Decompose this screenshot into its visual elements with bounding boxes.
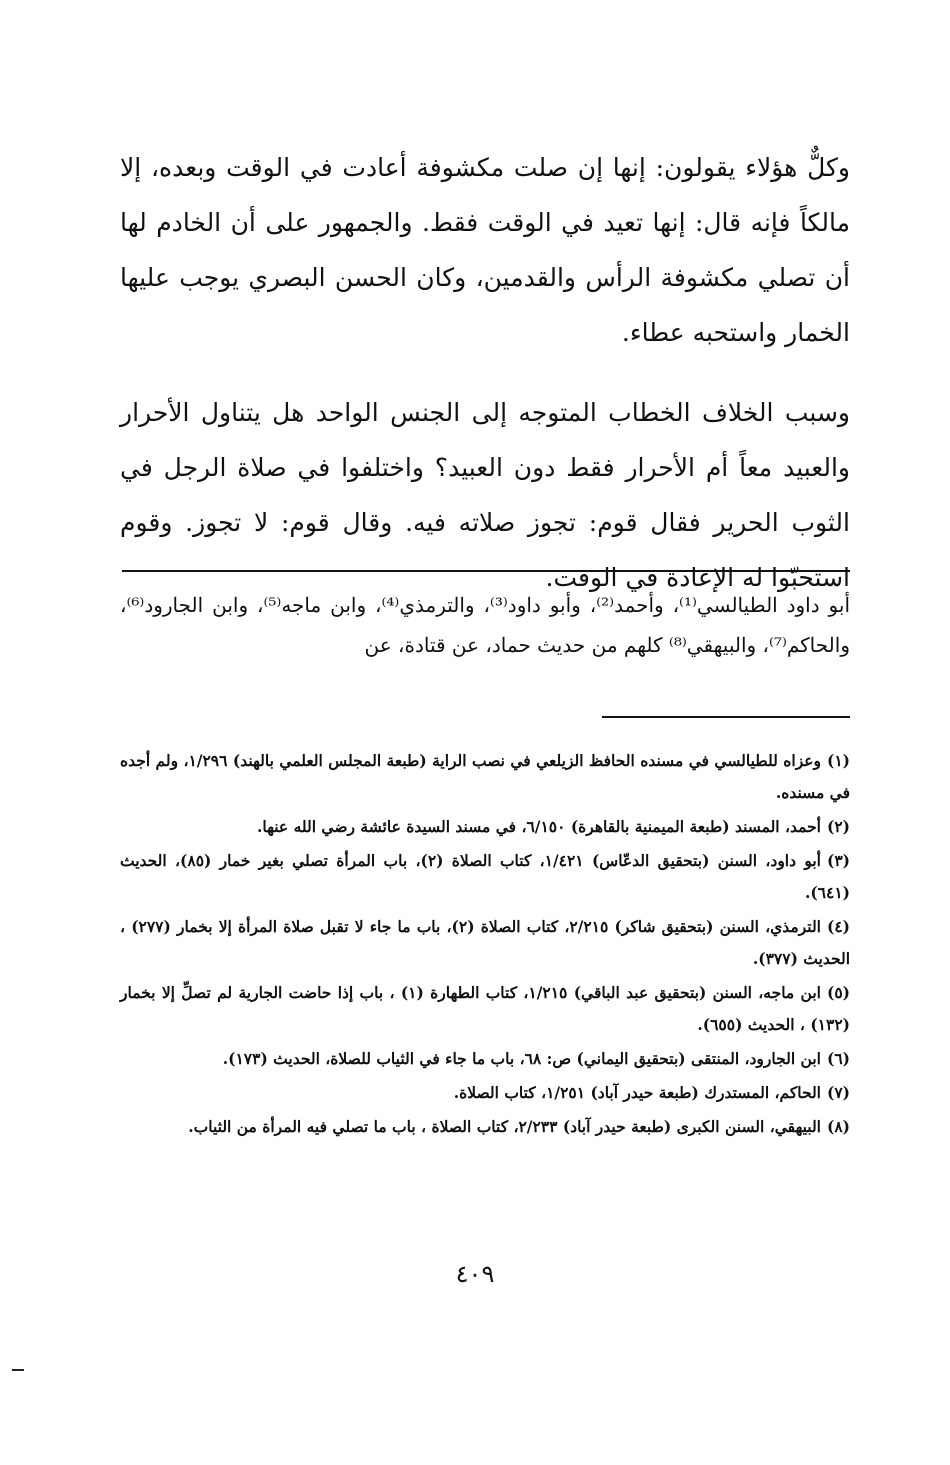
footnote-text: ابن الجارود، المنتقى (بتحقيق اليماني) ص: ٦٨، باب ما جاء في الثياب للصلاة، الحديث (١٧٣).	[222, 1049, 821, 1068]
footnote-text: البيهقي، السنن الكبرى (طبعة حيدر آباد) ٢/٢٣٣، كتاب الصلاة ، باب ما تصلي فيه المرأة من الثياب.	[188, 1117, 821, 1136]
footnote-item	[120, 1043, 850, 1075]
footnote-item	[120, 911, 850, 975]
footnote-text: أبو داود، السنن (بتحقيق الدعّاس) ١/٤٢١، كتاب الصلاة (٢)، باب المرأة تصلي بغير خمار (٨٥)، الحديث (٦٤١).	[120, 851, 850, 902]
footnote-text: وعزاه للطيالسي في مسنده الحافظ الزيلعي في نصب الراية (طبعة المجلس العلمي بالهند) ١/٢٩٦، ولم أجده في مسنده.	[120, 751, 850, 802]
footnote-text: الترمذي، السنن (بتحقيق شاكر) ٢/٢١٥، كتاب الصلاة (٢)، باب ما جاء لا تقبل صلاة المرأة إلا بخمار (٢٧٧) ، الحديث (٣٧٧).	[120, 917, 850, 968]
footnote-number: (٢)	[826, 817, 850, 836]
footnote-number: (٨)	[826, 1117, 850, 1136]
footnotes-divider	[602, 716, 850, 718]
footnote-number: (٧)	[826, 1083, 850, 1102]
footnote-number: (٦)	[826, 1049, 850, 1068]
footnote-item	[120, 1111, 850, 1143]
main-paragraph-1: وكلٌّ هؤلاء يقولون: إنها إن صلت مكشوفة أعادت في الوقت وبعده، إلا مالكاً فإنه قال: إنها تعيد في الوقت فقط. والجمهور على أن الخادم لها أن تصلي مكشوفة الرأس والقدمين، وكان الحسن البصري يوجب عليها الخمار واستحبه عطاء.	[120, 153, 850, 347]
main-divider	[122, 570, 850, 572]
footnote-item	[120, 845, 850, 909]
footnote-number: (١)	[826, 751, 850, 770]
footnote-number: (٤)	[826, 917, 850, 936]
footnotes-list	[120, 745, 850, 1145]
footnote-text: أحمد، المسند (طبعة الميمنية بالقاهرة) ٦/١٥٠، في مسند السيدة عائشة رضي الله عنها.	[256, 817, 821, 836]
footnote-item	[120, 977, 850, 1041]
footnote-item	[120, 745, 850, 809]
footnote-item	[120, 811, 850, 843]
footnote-number: (٥)	[826, 983, 850, 1002]
continued-note-text: أبو داود الطيالسي⁽¹⁾، وأحمد⁽²⁾، وأبو داود⁽³⁾، والترمذي⁽⁴⁾، وابن ماجه⁽⁵⁾، وابن الجارود⁽⁶⁾، والحاكم⁽⁷⁾، والبيهقي⁽⁸⁾ كلهم من حديث حماد، عن قتادة، عن	[120, 593, 851, 657]
main-text	[120, 140, 850, 630]
footnote-item	[120, 1077, 850, 1109]
footnote-text: ابن ماجه، السنن (بتحقيق عبد الباقي) ١/٢١٥، كتاب الطهارة (١) ، باب إذا حاضت الجارية لم تصلِّ إلا بخمار (١٣٢) ، الحديث (٦٥٥).	[120, 983, 850, 1034]
footnote-text: الحاكم، المستدرك (طبعة حيدر آباد) ١/٢٥١، كتاب الصلاة.	[453, 1083, 821, 1102]
scan-edge-mark	[12, 1369, 24, 1371]
page-number: ٤٠٩	[455, 1260, 495, 1288]
footnote-number: (٣)	[826, 851, 850, 870]
main-paragraph-2: وسبب الخلاف الخطاب المتوجه إلى الجنس الواحد هل يتناول الأحرار والعبيد معاً أم الأحرار فقط دون العبيد؟ واختلفوا في صلاة الرجل في الثوب الحرير فقال قوم: تجوز صلاته فيه. وقال قوم: لا تجوز. وقوم استحبّوا له الإعادة في الوقت.	[120, 398, 850, 592]
